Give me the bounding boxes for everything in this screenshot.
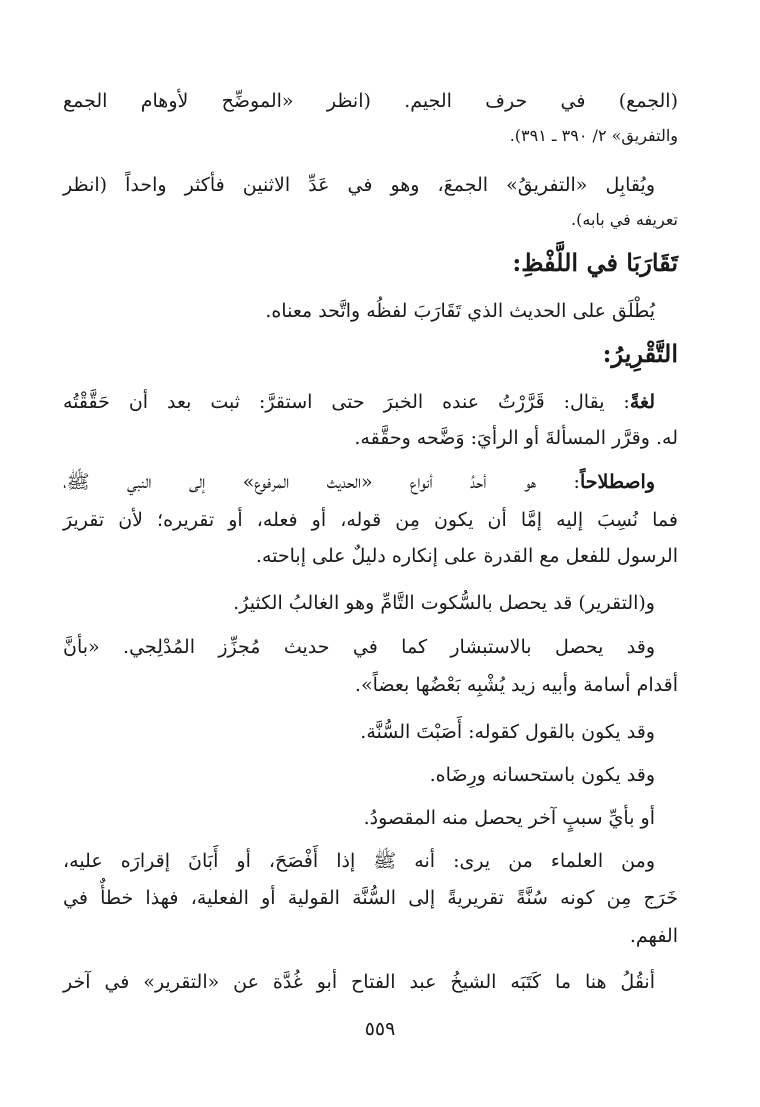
paragraph-line: ومن العلماء من يرى: أنه ﷺ إذا أَفْصَحَ، أو أَبَانَ إقرارَه عليه، — [63, 850, 655, 872]
paragraph-line: (الجمع) في حرف الجيم. (انظر «الموضِّح لأوهام الجمع — [63, 90, 678, 112]
paragraph-text: : هو أحدُ أنواع «الحديث المرفوع» إلى النبي ﷺ، — [63, 471, 580, 493]
paragraph-line: فما نُسِبَ إليه إمَّا أن يكون مِن قوله، أو فعله، أو تقريره؛ لأن تقريرَ — [63, 509, 678, 531]
term-label: واصطلاحاً — [579, 471, 655, 493]
paragraph-line: أقدام أسامة وأبيه زيد يُشْبِه بَعْضُها بعضاً». — [354, 674, 678, 696]
paragraph-line: الفهم. — [629, 925, 678, 947]
paragraph-line: و(التقرير) قد يحصل بالسُّكوت التَّامِّ وهو الغالبُ الكثيرُ. — [233, 592, 655, 614]
paragraph-line: وقد يحصل بالاستبشار كما في حديث مُجزِّز المُدْلِجي. «بأنَّ — [63, 636, 655, 658]
paragraph-line: ويُقابِل «التفريقُ» الجمعَ، وهو في عَدِّ الاثنين فأكثر واحداً (انظر — [63, 174, 655, 196]
paragraph-line: خَرَج مِن كونه سُنَّةً تقريريةً إلى السُّنَّة القولية أو الفعلية، فهذا خطأٌ في — [63, 887, 678, 909]
paragraph-line: والتفريق» ٢/ ٣٩٠ ـ ٣٩١). — [509, 126, 678, 145]
paragraph-line: الرسول للفعل مع القدرة على إنكاره دليلٌ على إباحته. — [255, 545, 678, 567]
paragraph-line: وقد يكون بالقول كقوله: أَصَبْتَ السُّنَّة. — [360, 721, 655, 743]
paragraph-line: أنقُلُ هنا ما كَتَبَه الشيخُ عبد الفتاح أبو غُدَّة عن «التقرير» في آخر — [63, 971, 655, 993]
section-heading: تَقَارَبَا في اللَّفْظِ: — [512, 248, 678, 277]
paragraph-line: له. وقرَّر المسألةَ أو الرأيَ: وَضَّحه وحقَّقه. — [354, 427, 678, 449]
paragraph-line: يُطْلَق على الحديث الذي تَقَارَبَ لفظُه واتَّحد معناه. — [265, 300, 655, 322]
paragraph-text: : يقال: قَرَّرْتُ عنده الخبرَ حتى استقرَّ: ثبت بعد أن حَقَّقْتُه — [63, 391, 630, 413]
term-label: لغةً — [629, 391, 655, 413]
paragraph-line: تعريفه في بابه). — [571, 210, 678, 229]
paragraph-line: وقد يكون باستحسانه ورِضَاه. — [429, 764, 655, 786]
paragraph-line — [63, 467, 655, 497]
paragraph-line — [63, 387, 655, 417]
page-number: ٥٥٩ — [364, 1018, 396, 1040]
section-heading: التَّقْرِيرُ: — [602, 339, 678, 368]
paragraph-line: أو بأيِّ سببٍ آخر يحصل منه المقصودُ. — [363, 807, 655, 829]
